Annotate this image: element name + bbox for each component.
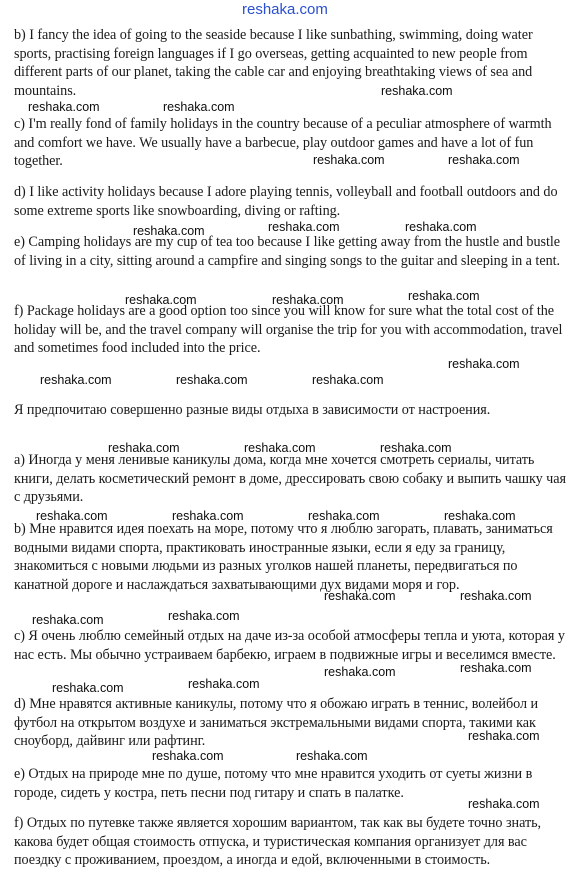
- watermark: reshaka.com: [36, 509, 108, 523]
- paragraph-ru-e: е) Отдых на природе мне по душе, потому что мне нравится уходить от суеты жизни в городе, сидеть у костра, петь песни под гитару и спать в палатке.: [14, 766, 533, 801]
- paragraph-ru-b: b) Мне нравится идея поехать на море, потому что я люблю загорать, плавать, заниматься водными видами спорта, практиковать иностранные языки, если я еду за границу, знакомиться с новыми людьми из разных уголков нашей планеты, передвигаться по канатной дороге и наслаждаться захватывающими дух видами моря и гор.: [14, 521, 553, 593]
- paragraph-ru-a: а) Иногда у меня ленивые каникулы дома, когда мне хочется смотреть сериалы, читать книги, делать косметический ремонт в доме, дрессировать свою собаку и выпить чашку чая с друзьями.: [14, 452, 566, 506]
- watermark: reshaka.com: [460, 661, 532, 675]
- paragraph-en-f: f) Package holidays are a good option too since you will know for sure what the total cost of the holiday will be, and the travel company will organise the trip for you with accommodation, travel and sometimes food included into the price.: [14, 303, 563, 357]
- watermark: reshaka.com: [244, 441, 316, 455]
- paragraph-ru-intro: Я предпочитаю совершенно разные виды отдыха в зависимости от настроения.: [14, 402, 491, 418]
- watermark: reshaka.com: [448, 357, 520, 371]
- watermark: reshaka.com: [272, 293, 344, 307]
- watermark: reshaka.com: [168, 609, 240, 623]
- watermark-top: reshaka.com: [242, 1, 328, 18]
- watermark: reshaka.com: [188, 677, 260, 691]
- paragraph-ru-f: f) Отдых по путевке также является хорошим вариантом, так как вы будете точно знать, какова будет общая стоимость отпуска, и туристическая компания организует для вас поездку с проживанием, проездом, а иногда и едой, включенными в стоимость.: [14, 815, 542, 869]
- watermark: reshaka.com: [444, 509, 516, 523]
- watermark: reshaka.com: [408, 289, 480, 303]
- watermark: reshaka.com: [380, 441, 452, 455]
- watermark: reshaka.com: [268, 220, 340, 234]
- watermark: reshaka.com: [312, 373, 384, 387]
- paragraph-en-b: b) I fancy the idea of going to the seaside because I like sunbathing, swimming, doing water sports, practising foreign languages if I go overseas, getting acquainted to new people from different parts of our planet, taking the cable car and enjoying breathtaking views of sea and mountains.: [14, 27, 533, 99]
- watermark: reshaka.com: [448, 153, 520, 167]
- watermark: reshaka.com: [152, 749, 224, 763]
- paragraph-en-c: c) I'm really fond of family holidays in the country because of a peculiar atmosphere of warmth and comfort we have. We usually have a barbecue, play outdoor games and have a lot of fun together.: [14, 116, 552, 170]
- watermark: reshaka.com: [308, 509, 380, 523]
- paragraph-ru-d: d) Мне нравятся активные каникулы, потому что я обожаю играть в теннис, волейбол и футбол на открытом воздухе и заниматься экстремальными видами спорта, такими как сноуборд, дайвинг или рафтинг.: [14, 696, 539, 750]
- watermark: reshaka.com: [176, 373, 248, 387]
- watermark: reshaka.com: [28, 100, 100, 114]
- paragraph-ru-c: с) Я очень люблю семейный отдых на даче из-за особой атмосферы тепла и уюта, которая у нас есть. Мы обычно устраиваем барбекю, играем в подвижные игры и веселимся вместе.: [14, 628, 565, 663]
- watermark: reshaka.com: [313, 153, 385, 167]
- watermark: reshaka.com: [324, 665, 396, 679]
- watermark: reshaka.com: [172, 509, 244, 523]
- watermark: reshaka.com: [52, 681, 124, 695]
- watermark: reshaka.com: [133, 224, 205, 238]
- watermark: reshaka.com: [108, 441, 180, 455]
- watermark: reshaka.com: [32, 613, 104, 627]
- paragraph-en-e: e) Camping holidays are my cup of tea too because I like getting away from the hustle and bustle of living in a city, sitting around a campfire and singing songs to the guitar and sleeping in a tent.: [14, 234, 560, 269]
- watermark: reshaka.com: [296, 749, 368, 763]
- watermark: reshaka.com: [468, 797, 540, 811]
- watermark: reshaka.com: [468, 729, 540, 743]
- paragraph-en-d: d) I like activity holidays because I adore playing tennis, volleyball and football outdoors and do some extreme sports like snowboarding, diving or rafting.: [14, 184, 558, 219]
- watermark: reshaka.com: [405, 220, 477, 234]
- watermark: reshaka.com: [125, 293, 197, 307]
- watermark: reshaka.com: [381, 84, 453, 98]
- watermark: reshaka.com: [324, 589, 396, 603]
- watermark: reshaka.com: [40, 373, 112, 387]
- watermark: reshaka.com: [460, 589, 532, 603]
- watermark: reshaka.com: [163, 100, 235, 114]
